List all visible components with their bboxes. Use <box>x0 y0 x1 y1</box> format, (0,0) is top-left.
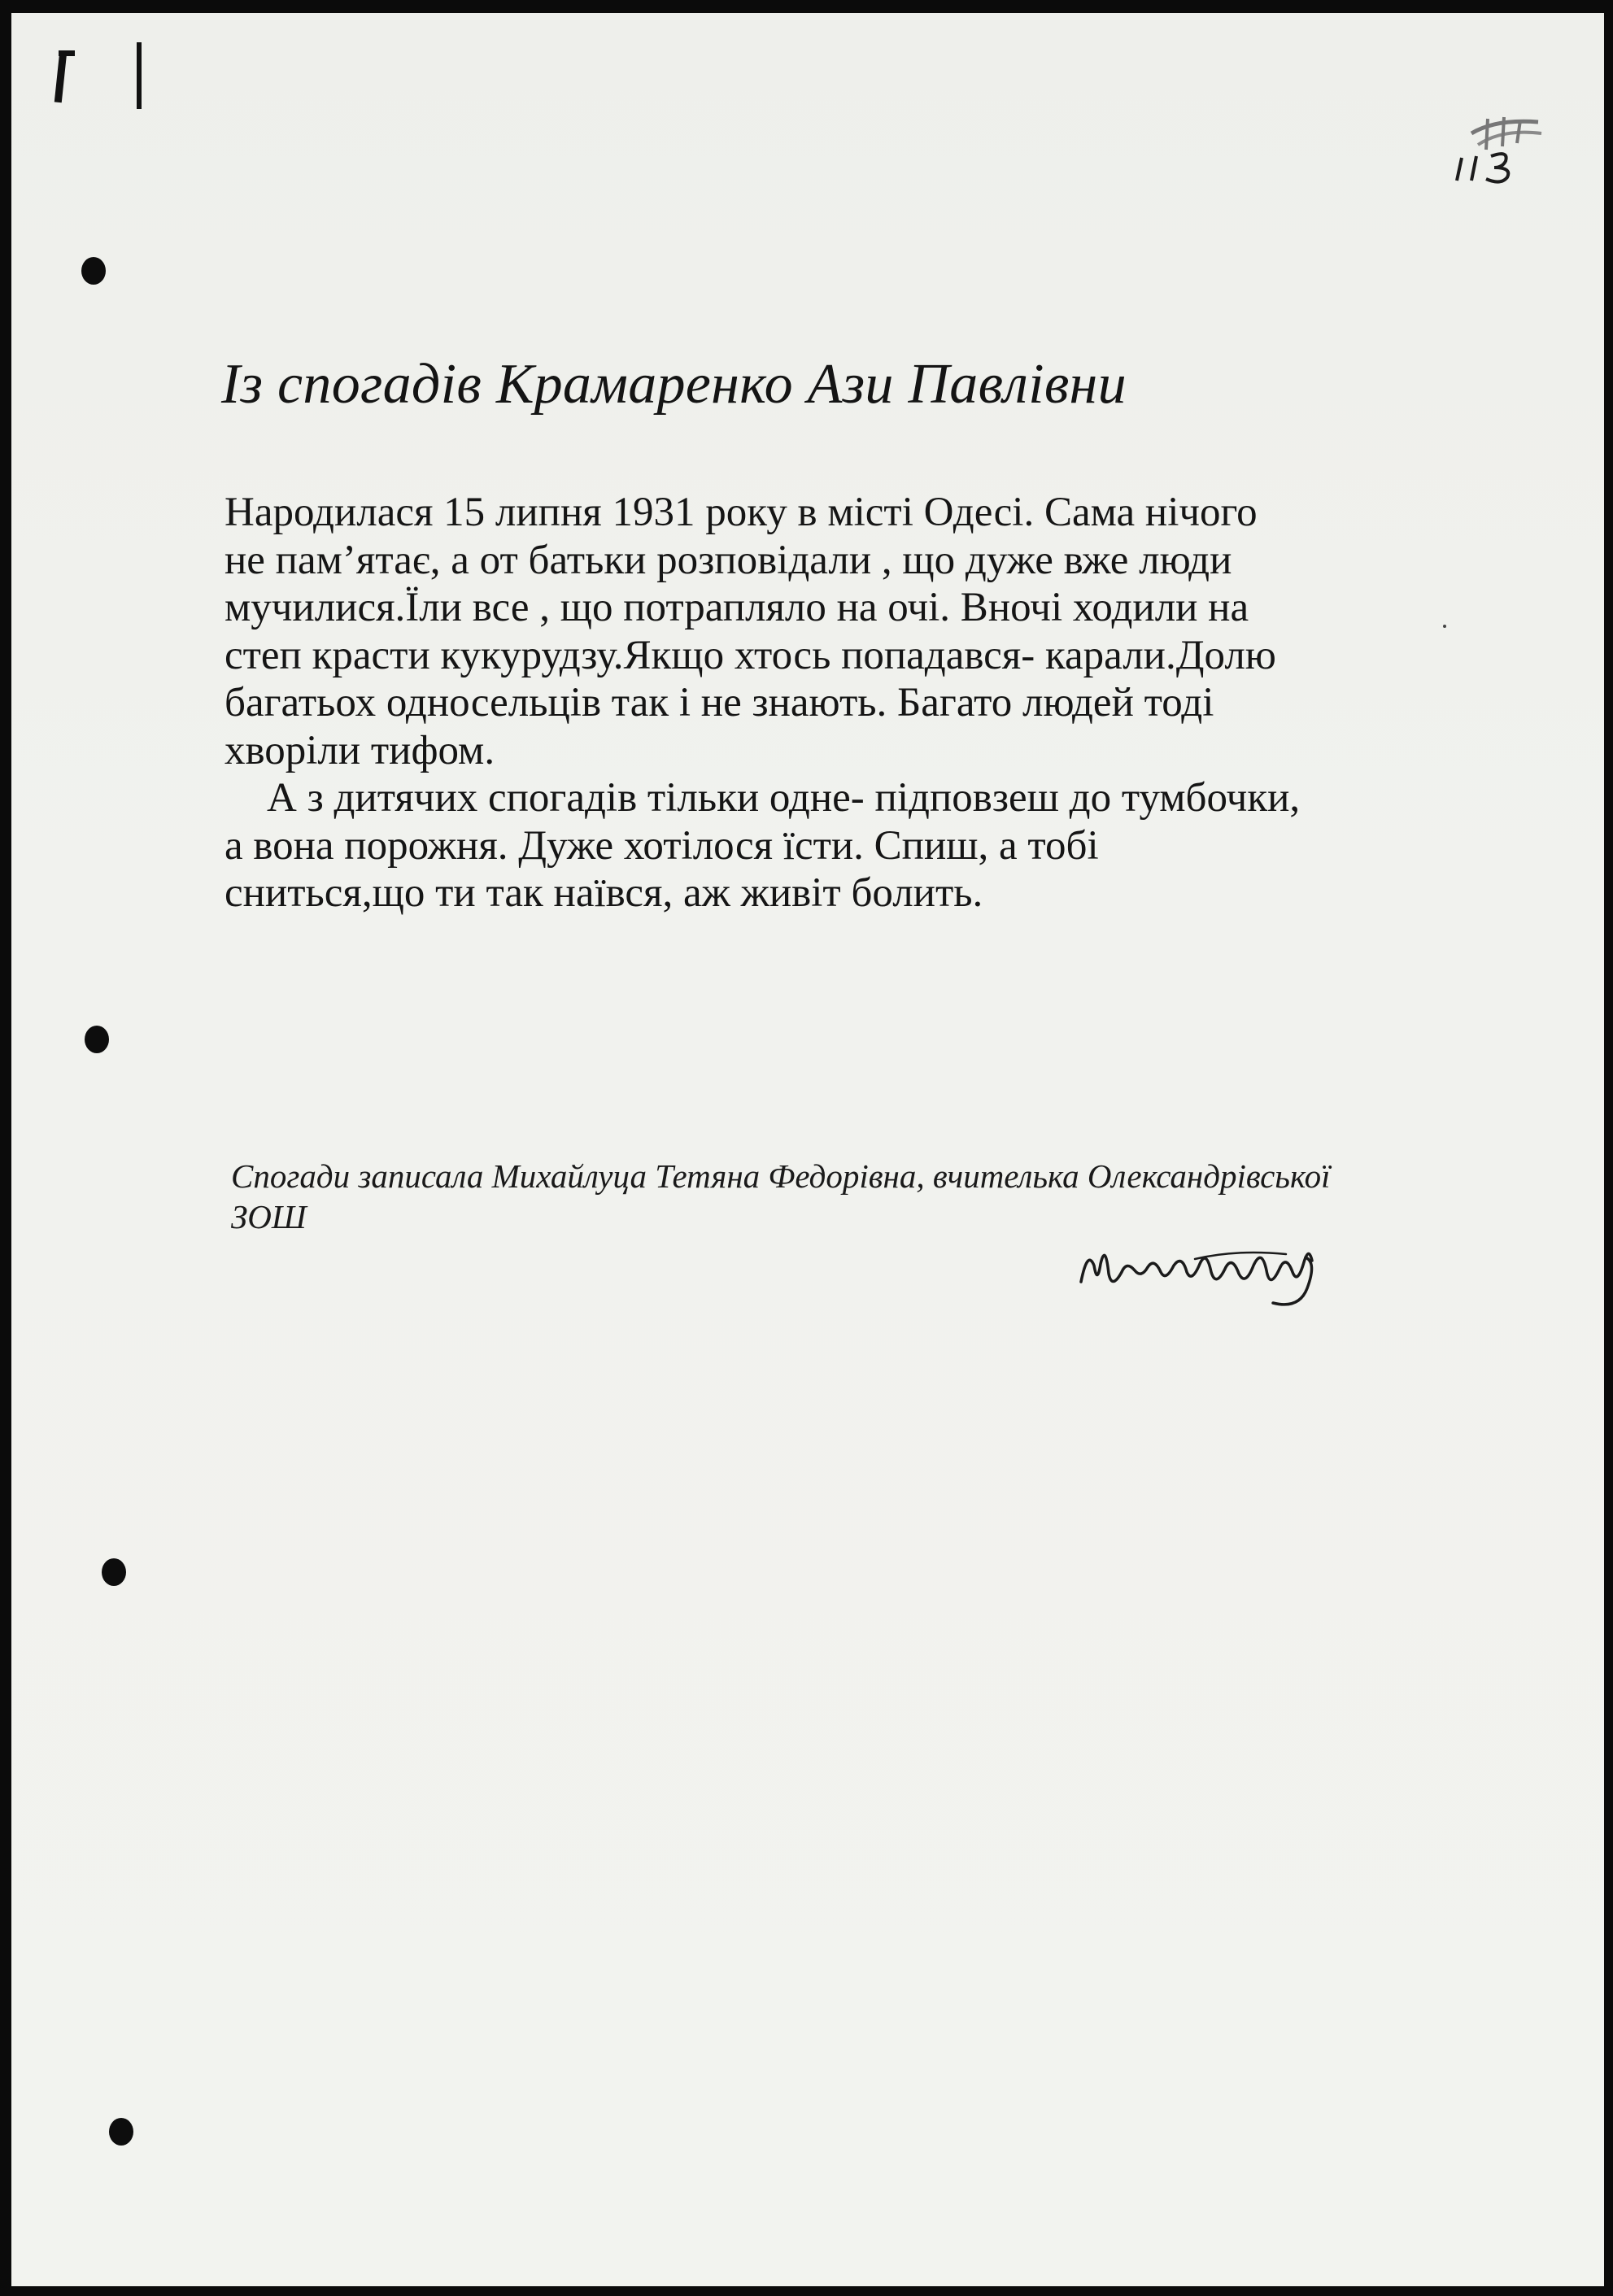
body-line: А з дитячих спогадів тільки одне- підповзеш до тумбочки, <box>267 775 1301 821</box>
page-number-handwritten <box>1439 111 1553 184</box>
body-line: Народилася 15 липня 1931 року в місті Одесі. Сама нічого <box>225 490 1258 535</box>
punch-hole-4 <box>109 2118 133 2146</box>
document-page <box>11 13 1604 2286</box>
speck <box>1443 625 1446 628</box>
body-line: багатьох односельців так і не знають. Багато людей тоді <box>225 680 1214 725</box>
body-line: мучилися.Їли все , що потрапляло на очі. Вночі ходили на <box>225 585 1249 630</box>
memoir-text <box>225 489 1493 917</box>
corner-mark-right <box>137 42 142 109</box>
body-line: степ красти кукурудзу.Якщо хтось попадався- карали.Долю <box>225 632 1276 678</box>
corner-mark-left <box>54 52 67 103</box>
body-line: не пам’ятає, а от батьки розповідали , що дуже вже люди <box>225 537 1232 583</box>
corner-mark-left-tick <box>59 50 75 56</box>
credit-line: ЗОШ <box>231 1198 307 1235</box>
body-line: хворіли тифом. <box>225 727 495 773</box>
credit-line: Спогади записала Михайлуца Тетяна Федорівна, вчителька Олександрівської <box>231 1157 1331 1195</box>
body-line: сниться,що ти так наївся, аж живіт болить. <box>225 870 983 916</box>
handwritten-signature <box>1073 1225 1333 1314</box>
body-line: а вона порожня. Дуже хотілося їсти. Спиш, а тобі <box>225 822 1099 869</box>
punch-hole-2 <box>85 1026 109 1053</box>
punch-hole-3 <box>102 1558 126 1586</box>
document-title: Із спогадів Крамаренко Ази Павлівни <box>221 353 1127 416</box>
punch-hole-1 <box>81 257 106 285</box>
